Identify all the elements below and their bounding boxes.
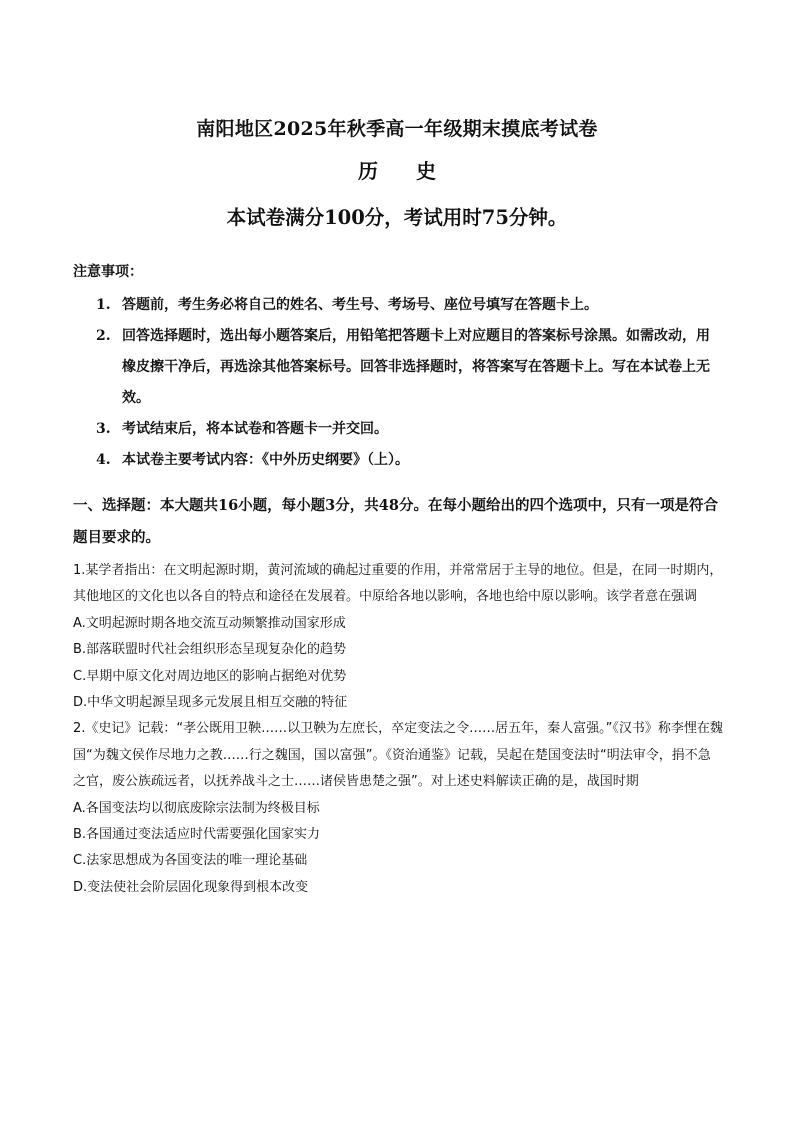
notice-item — [96, 445, 720, 476]
score-line: 本试卷满分100分，考试用时75分钟。 — [226, 206, 568, 229]
notice-heading: 注意事项： — [73, 264, 143, 280]
notice-item — [96, 290, 720, 321]
option-b: B.部落联盟时代社会组织形态呈现复杂化的趋势 — [73, 642, 347, 658]
subject-char-1: 历 — [358, 159, 378, 183]
option-d: D.中华文明起源呈现多元发展且相互交融的特征 — [73, 695, 348, 711]
option-c: C.早期中原文化对周边地区的影响占据绝对优势 — [73, 668, 347, 684]
notice-item-text: 回答选择题时，选出每小题答案后，用铅笔把答题卡上对应题目的答案标号涂黑。如需改动，用橡皮擦干净后，再选涂其他答案标号。回答非选择题时，将答案写在答题卡上。写在本试卷上无效。 — [122, 328, 710, 406]
notice-list — [96, 290, 720, 476]
question-stem: 2.《史记》记载：“孝公既用卫鞅……以卫鞅为左庶长，卒定变法之令……居五年，秦人富强。”《汉书》称李悝在魏国“为魏文侯作尽地力之教……行之魏国，国以富强”。《资治通鉴》记载，吴起在楚国变法时“明法审令，捐不急之官，废公族疏远者，以抚养战斗之士……诸侯皆患楚之强”。对上述史料解读正确的是，战国时期 — [73, 721, 723, 790]
subject-char-2: 史 — [416, 159, 436, 183]
notice-item-number: 2. — [96, 328, 111, 344]
notice-item-number: 1. — [96, 297, 111, 313]
notice-item-number: 3. — [96, 421, 111, 437]
option-b: B.各国通过变法适应时代需要强化国家实力 — [73, 827, 321, 843]
option-c: C.法家思想成为各国变法的唯一理论基础 — [73, 853, 308, 869]
notice-item — [96, 414, 720, 445]
notice-item-text: 考试结束后，将本试卷和答题卡一并交回。 — [122, 421, 388, 437]
section-heading: 一、选择题：本大题共16小题，每小题3分，共48分。在每小题给出的四个选项中，只有一项是符合题目要求的。 — [73, 497, 718, 546]
option-d: D.变法使社会阶层固化现象得到根本改变 — [73, 879, 309, 895]
question-1 — [73, 558, 723, 716]
notice-item-text: 本试卷主要考试内容：《中外历史纲要》（上）。 — [122, 452, 409, 468]
notice-item — [96, 321, 720, 414]
option-a: A.文明起源时期各地交流互动频繁推动国家形成 — [73, 615, 346, 631]
subject-title — [0, 155, 794, 184]
exam-title: 南阳地区2025年秋季高一年级期末摸底考试卷 — [196, 118, 598, 140]
notice-item-text: 答题前，考生务必将自己的姓名、考生号、考场号、座位号填写在答题卡上。 — [122, 297, 598, 313]
question-list — [73, 558, 723, 901]
option-a: A.各国变法均以彻底废除宗法制为终极目标 — [73, 800, 320, 816]
question-2 — [73, 716, 723, 901]
question-stem: 1.某学者指出：在文明起源时期，黄河流域的确起过重要的作用，并常常居于主导的地位。但是，在同一时期内，其他地区的文化也以各自的特点和途径在发展着。中原给各地以影响，各地也给中原以影响。该学者意在强调 — [73, 563, 723, 605]
notice-item-number: 4. — [96, 452, 111, 468]
